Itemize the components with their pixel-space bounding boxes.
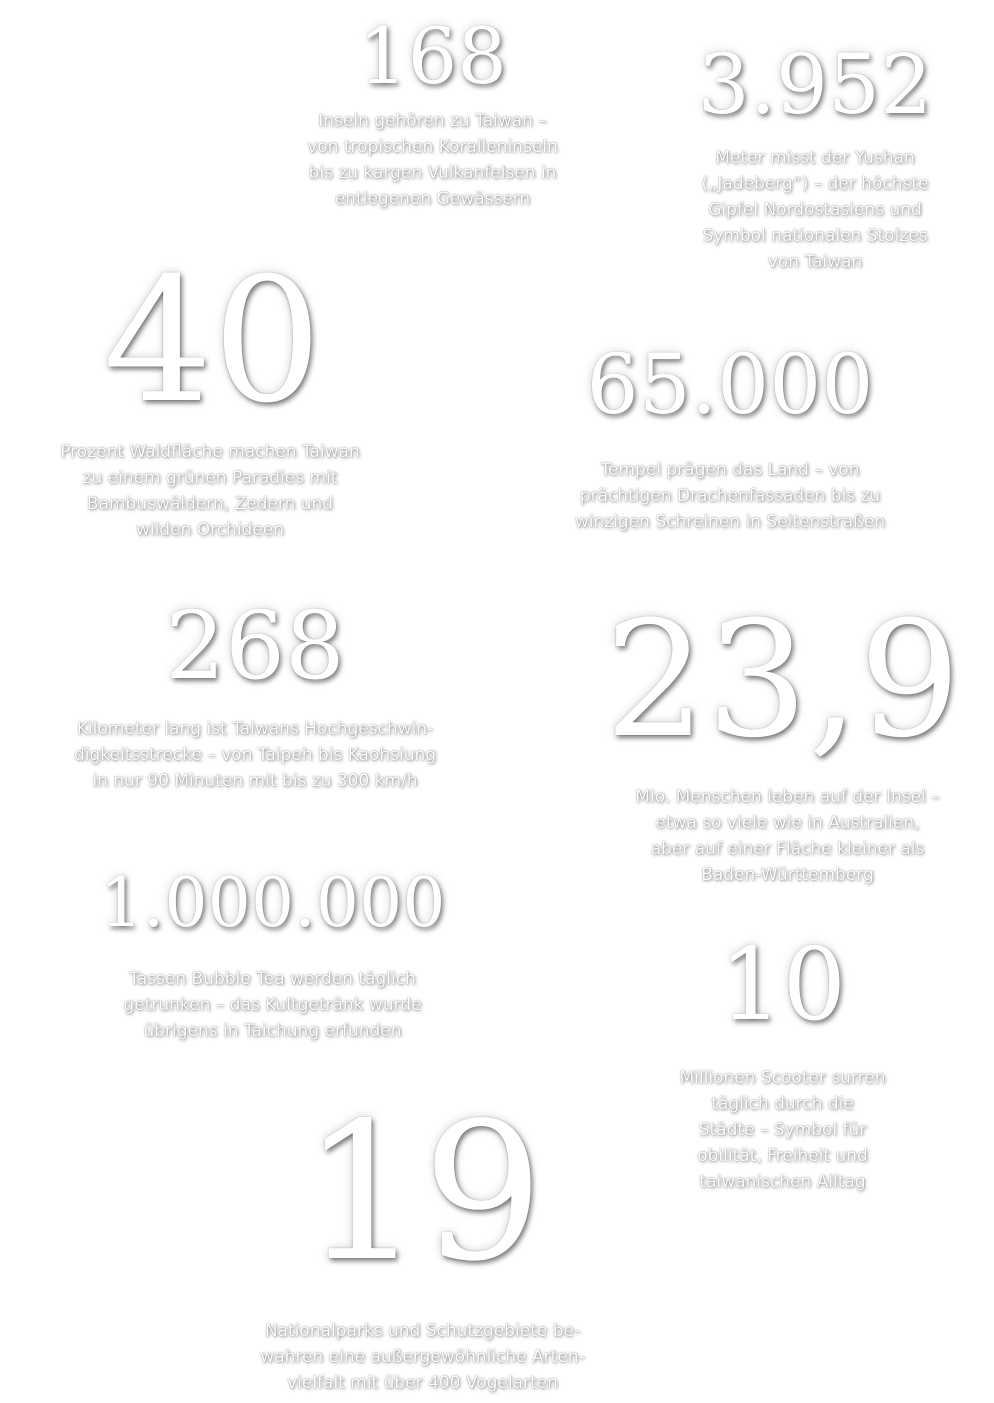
fact-national-parks bbox=[200, 1082, 645, 1396]
fact-description: Mio. Menschen leben auf der Insel – etwa so viele wie in Australien, aber auf einer Fläche kleiner als Baden-Württemberg bbox=[635, 787, 940, 885]
fact-number: 23,9 bbox=[604, 586, 961, 773]
fact-population bbox=[585, 586, 990, 888]
fact-description: Millionen Scooter surren täglich durch die Städte – Symbol für obilität, Freiheit und taiwanischen Alltag bbox=[679, 1068, 886, 1192]
fact-number: 268 bbox=[165, 592, 345, 701]
fact-number: 168 bbox=[358, 12, 507, 102]
fact-description: Prozent Waldfläche machen Taiwan zu einem grünen Paradies mit Bambuswäldern, Zedern und wilden Orchideen bbox=[60, 442, 360, 540]
fact-high-speed-rail bbox=[10, 592, 500, 794]
fact-bubble-tea bbox=[45, 864, 500, 1044]
fact-number: 1.000.000 bbox=[99, 864, 446, 943]
fact-description: Nationalparks und Schutzgebiete be- wahren eine außergewöhnliche Arten- vielfalt mit über 400 Vogelarten bbox=[260, 1321, 585, 1393]
fact-description: Meter misst der Yushan („Jadeberg“) – der höchste Gipfel Nordostasiens und Symbol nationalen Stolzes von Taiwan bbox=[701, 148, 929, 272]
fact-scooters bbox=[630, 926, 935, 1195]
fact-temples bbox=[515, 338, 945, 535]
fact-description: Inseln gehören zu Taiwan – von tropischen Koralleninseln bis zu kargen Vulkanfelsen in entlegenen Gewässern bbox=[307, 111, 558, 209]
fact-description: Kilometer lang ist Taiwans Hochgeschwin- digkeitsstrecke – von Taipeh bis Kaohsiung in nur 90 Minuten mit bis zu 300 km/h bbox=[73, 719, 437, 791]
fact-number: 65.000 bbox=[586, 338, 874, 433]
fact-description: Tempel prägen das Land – von prächtigen Drachenfassaden bis zu winzigen Schreinen in Seitenstraßen bbox=[574, 460, 886, 532]
fact-number: 40 bbox=[103, 240, 322, 441]
fact-yushan bbox=[640, 38, 990, 275]
fact-description: Tassen Bubble Tea werden täglich getrunken – das Kultgetränk wurde übrigens in Taichung erfunden bbox=[123, 969, 422, 1041]
fact-number: 19 bbox=[301, 1082, 544, 1303]
fact-forest bbox=[0, 240, 420, 543]
fact-number: 10 bbox=[718, 926, 847, 1043]
fact-number: 3.952 bbox=[697, 38, 933, 133]
fact-islands bbox=[255, 12, 610, 212]
